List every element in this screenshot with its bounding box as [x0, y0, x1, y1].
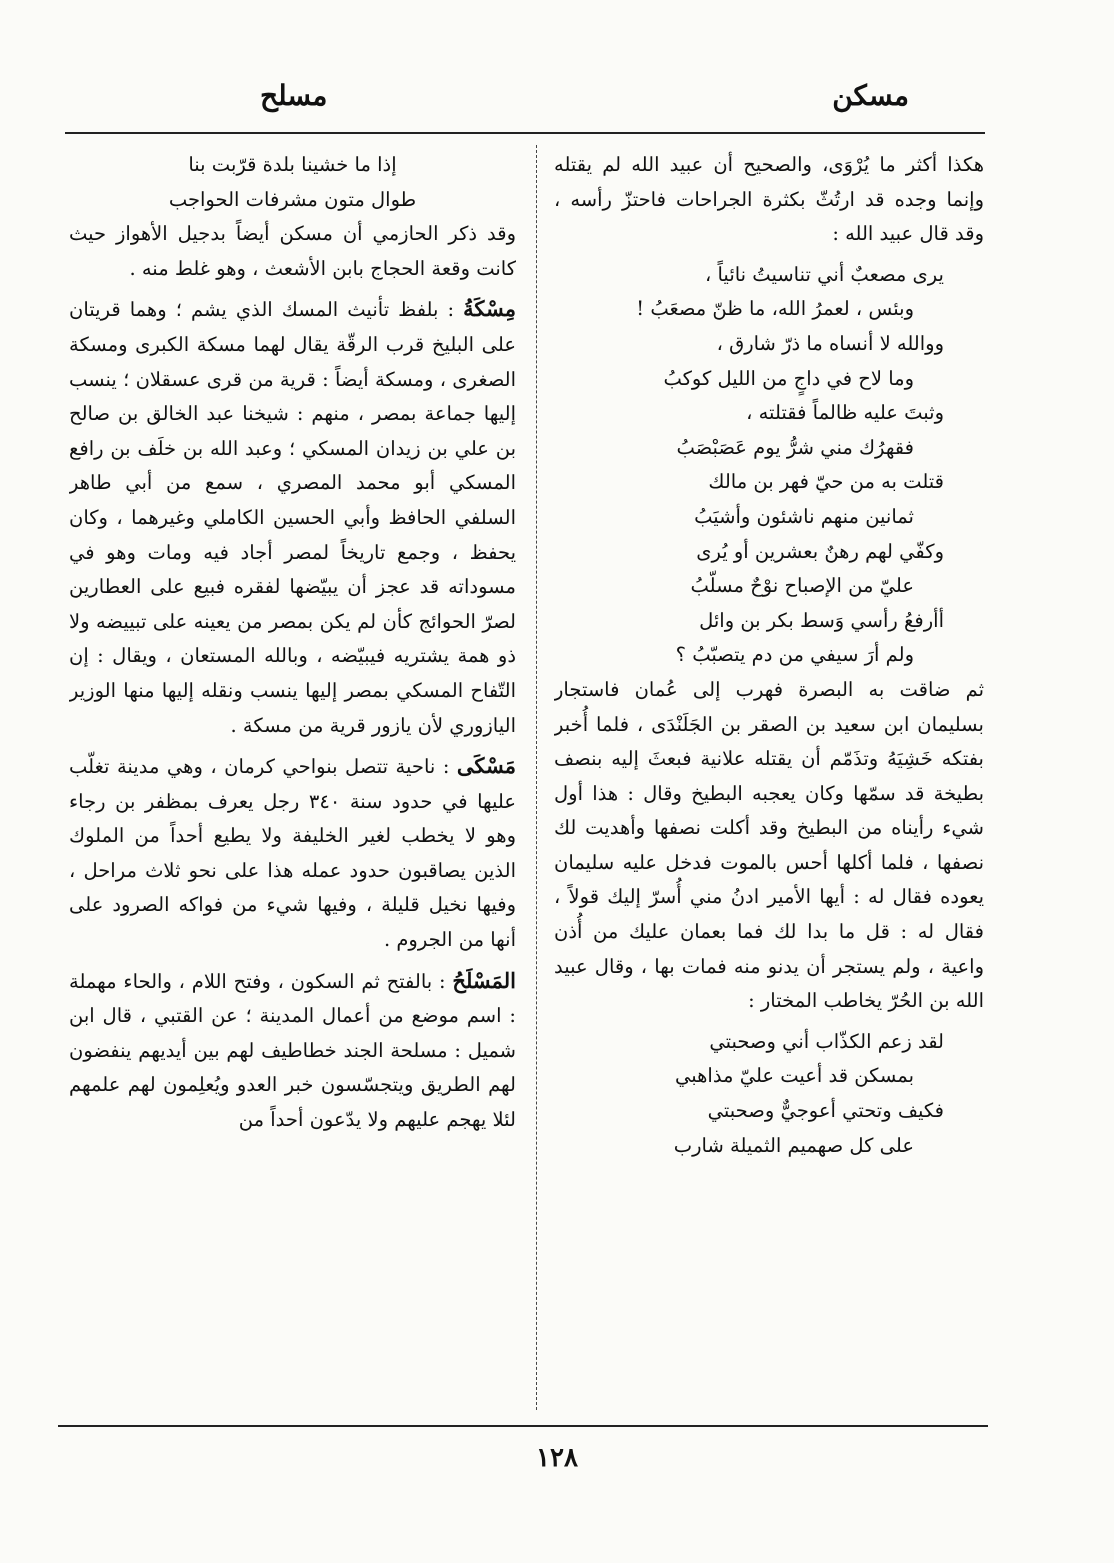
- paragraph: وقد ذكر الحازمي أن مسكن أيضاً بدجيل الأهواز حيث كانت وقعة الحجاج بابن الأشعث ، وهو غلط منه .: [69, 222, 516, 280]
- paragraph: ثم ضاقت به البصرة فهرب إلى عُمان فاستجار بسليمان ابن سعيد بن الصقر بن الجَلَنْدَى ، فلما أُخبر بفتكه خَشِيَهُ وتذَمّم أن يقتله علانية فبعثَ إليه بنصف بطيخة قد سمّها وكان يعجبه البطيخ وقال : هذا أول شيء رأيناه من البطيخ وقد أكلت نصفها وأهديت لك نصفها ، فلما أكلها أحس بالموت فدخل عليه سليمان يعوده فقال له : أيها الأمير ادنُ مني أُسرّ إليك قولاً ، فقال له : قل ما بدا لك فما بعمان عليك من أُذن واعية ، ولم يستجر أن يدنو منه فمات بها ، وقال عبيد الله بن الحُرّ يخاطب المختار :: [554, 677, 984, 1013]
- header-right-entry: مسكن: [832, 79, 909, 112]
- left-column: [69, 148, 516, 1413]
- verse-line: وكفّي لهم رهنٌ بعشرين أو يُرى: [696, 539, 944, 563]
- verse-line: إذا ما خشينا بلدة قرّبت بنا: [188, 153, 397, 176]
- verse-line: وما لاح في داجٍ من الليل كوكبُ: [663, 366, 914, 390]
- verse-line: وبئس ، لعمرُ الله، ما ظنّ مصعَبُ !: [636, 297, 914, 321]
- verse-line: لقد زعم الكذّاب أني وصحبتي: [709, 1029, 944, 1053]
- verse-line: ثمانين منهم ناشئون وأشيَبُ: [694, 504, 914, 528]
- dictionary-entry: [69, 749, 516, 958]
- header-left-entry: مسلح: [260, 79, 328, 112]
- entry-text: : بلفظ تأنيث المسك الذي يشم ؛ وهما قريتان على البليخ قرب الرقّة يقال لهما مسكة الكبرى ومسكة الصغرى ، ومسكة أيضاً : قرية من قرى عسقلان ؛ ينسب إليها جماعة بمصر ، منهم : شيخنا عبد الخالق بن صالح بن علي بن زيدان المسكي ؛ وعبد الله بن خلَف بن رافع المسكي أبو محمد المصري ، سمع من أبي طاهر السلفي الحافظ وأبي الحسين الكاملي وغيرهما ، وكان يحفظ ، وجمع تاريخاً لمصر أجاد فيه ومات وهو في مسوداته قد عجز أن يبيّضها لفقره فبيع على العطارين لصرّ الحوائج كأن لم يكن بمصر من يعينه على تبييضه ولا ذو همة يشتريه فيبيّضه ، وبالله المستعان ، ويقال : إن التّفاح المسكي بمصر إليها ينسب ونقله إليها منها الوزير اليازوري لأن يازور قرية من مسكة .: [69, 298, 516, 737]
- verse-line: ولم أرَ سيفي من دم يتصبّبُ ؟: [675, 643, 914, 667]
- verse-line: بمسكن قد أعيت عليّ مذاهبي: [674, 1064, 914, 1088]
- dictionary-entry: [69, 964, 516, 1138]
- verse-line: يرى مصعبٌ أني تناسيتُ نائياً ،: [705, 262, 944, 286]
- paragraph: هكذا أكثر ما يُرْوَى، والصحيح أن عبيد الله لم يقتله وإنما وجده قد ارتُثّ بكثرة الجراحات فاحتزّ رأسه ، وقد قال عبيد الله :: [554, 153, 984, 246]
- verse-line: أأرفعُ رأسي وَسط بكر بن وائل: [699, 608, 944, 632]
- entry-text: : ناحية تتصل بنواحي كرمان ، وهي مدينة تغلّب عليها في حدود سنة ٣٤٠ رجل يعرف بمظفر بن رجاء وهو لا يخطب لغير الخليفة ولا يطيع أحداً من الملوك الذين يصاقبون حدود عمله هذا على نحو ثلاث مراحل ، وفيها نخيل قليلة ، وفيها شيء من فواكه الصرود على أنها من الجروم .: [69, 755, 516, 952]
- bottom-rule: [58, 1425, 988, 1427]
- entry-headword: مِسْكَةُ: [463, 296, 516, 322]
- right-column: [554, 148, 984, 1413]
- verse-line: على كل صهميم الثميلة شارب: [673, 1133, 914, 1157]
- dictionary-entry: [69, 292, 516, 743]
- entry-headword: المَسْلَحُ: [452, 967, 516, 993]
- verse-line: فكيف وتحتي أعوجيٌّ وصحبتي: [707, 1099, 944, 1123]
- verse-line: ووالله لا أنساه ما ذرّ شارق ،: [716, 331, 944, 355]
- verse-line: طوال متون مشرفات الحواجب: [168, 187, 417, 211]
- verse-line: وثبتَ عليه ظالماً فقتلته ،: [746, 401, 944, 425]
- verse-line: فقهرُك مني شرُّ يوم عَصَبْصَبُ: [676, 435, 914, 459]
- column-divider: [536, 145, 537, 1410]
- verse-line: عليّ من الإصباح نوْحٌ مسلّبُ: [690, 574, 914, 598]
- top-rule: [65, 132, 985, 134]
- page-number: ١٢٨: [536, 1443, 578, 1473]
- verse-line: قتلت به من حيّ فهر بن مالك: [708, 470, 944, 494]
- entry-headword: مَسْكَى: [456, 753, 516, 779]
- entry-text: : بالفتح ثم السكون ، وفتح اللام ، والحاء مهملة : اسم موضع من أعمال المدينة ؛ عن القتبي ، قال ابن شميل : مسلحة الجند خطاطيف لهم بين أيديهم ينفضون لهم الطريق ويتجسّسون خبر العدو ويُعلِمون لهم علمهم لئلا يهجم عليهم ولا يدّعون أحداً من: [69, 969, 516, 1132]
